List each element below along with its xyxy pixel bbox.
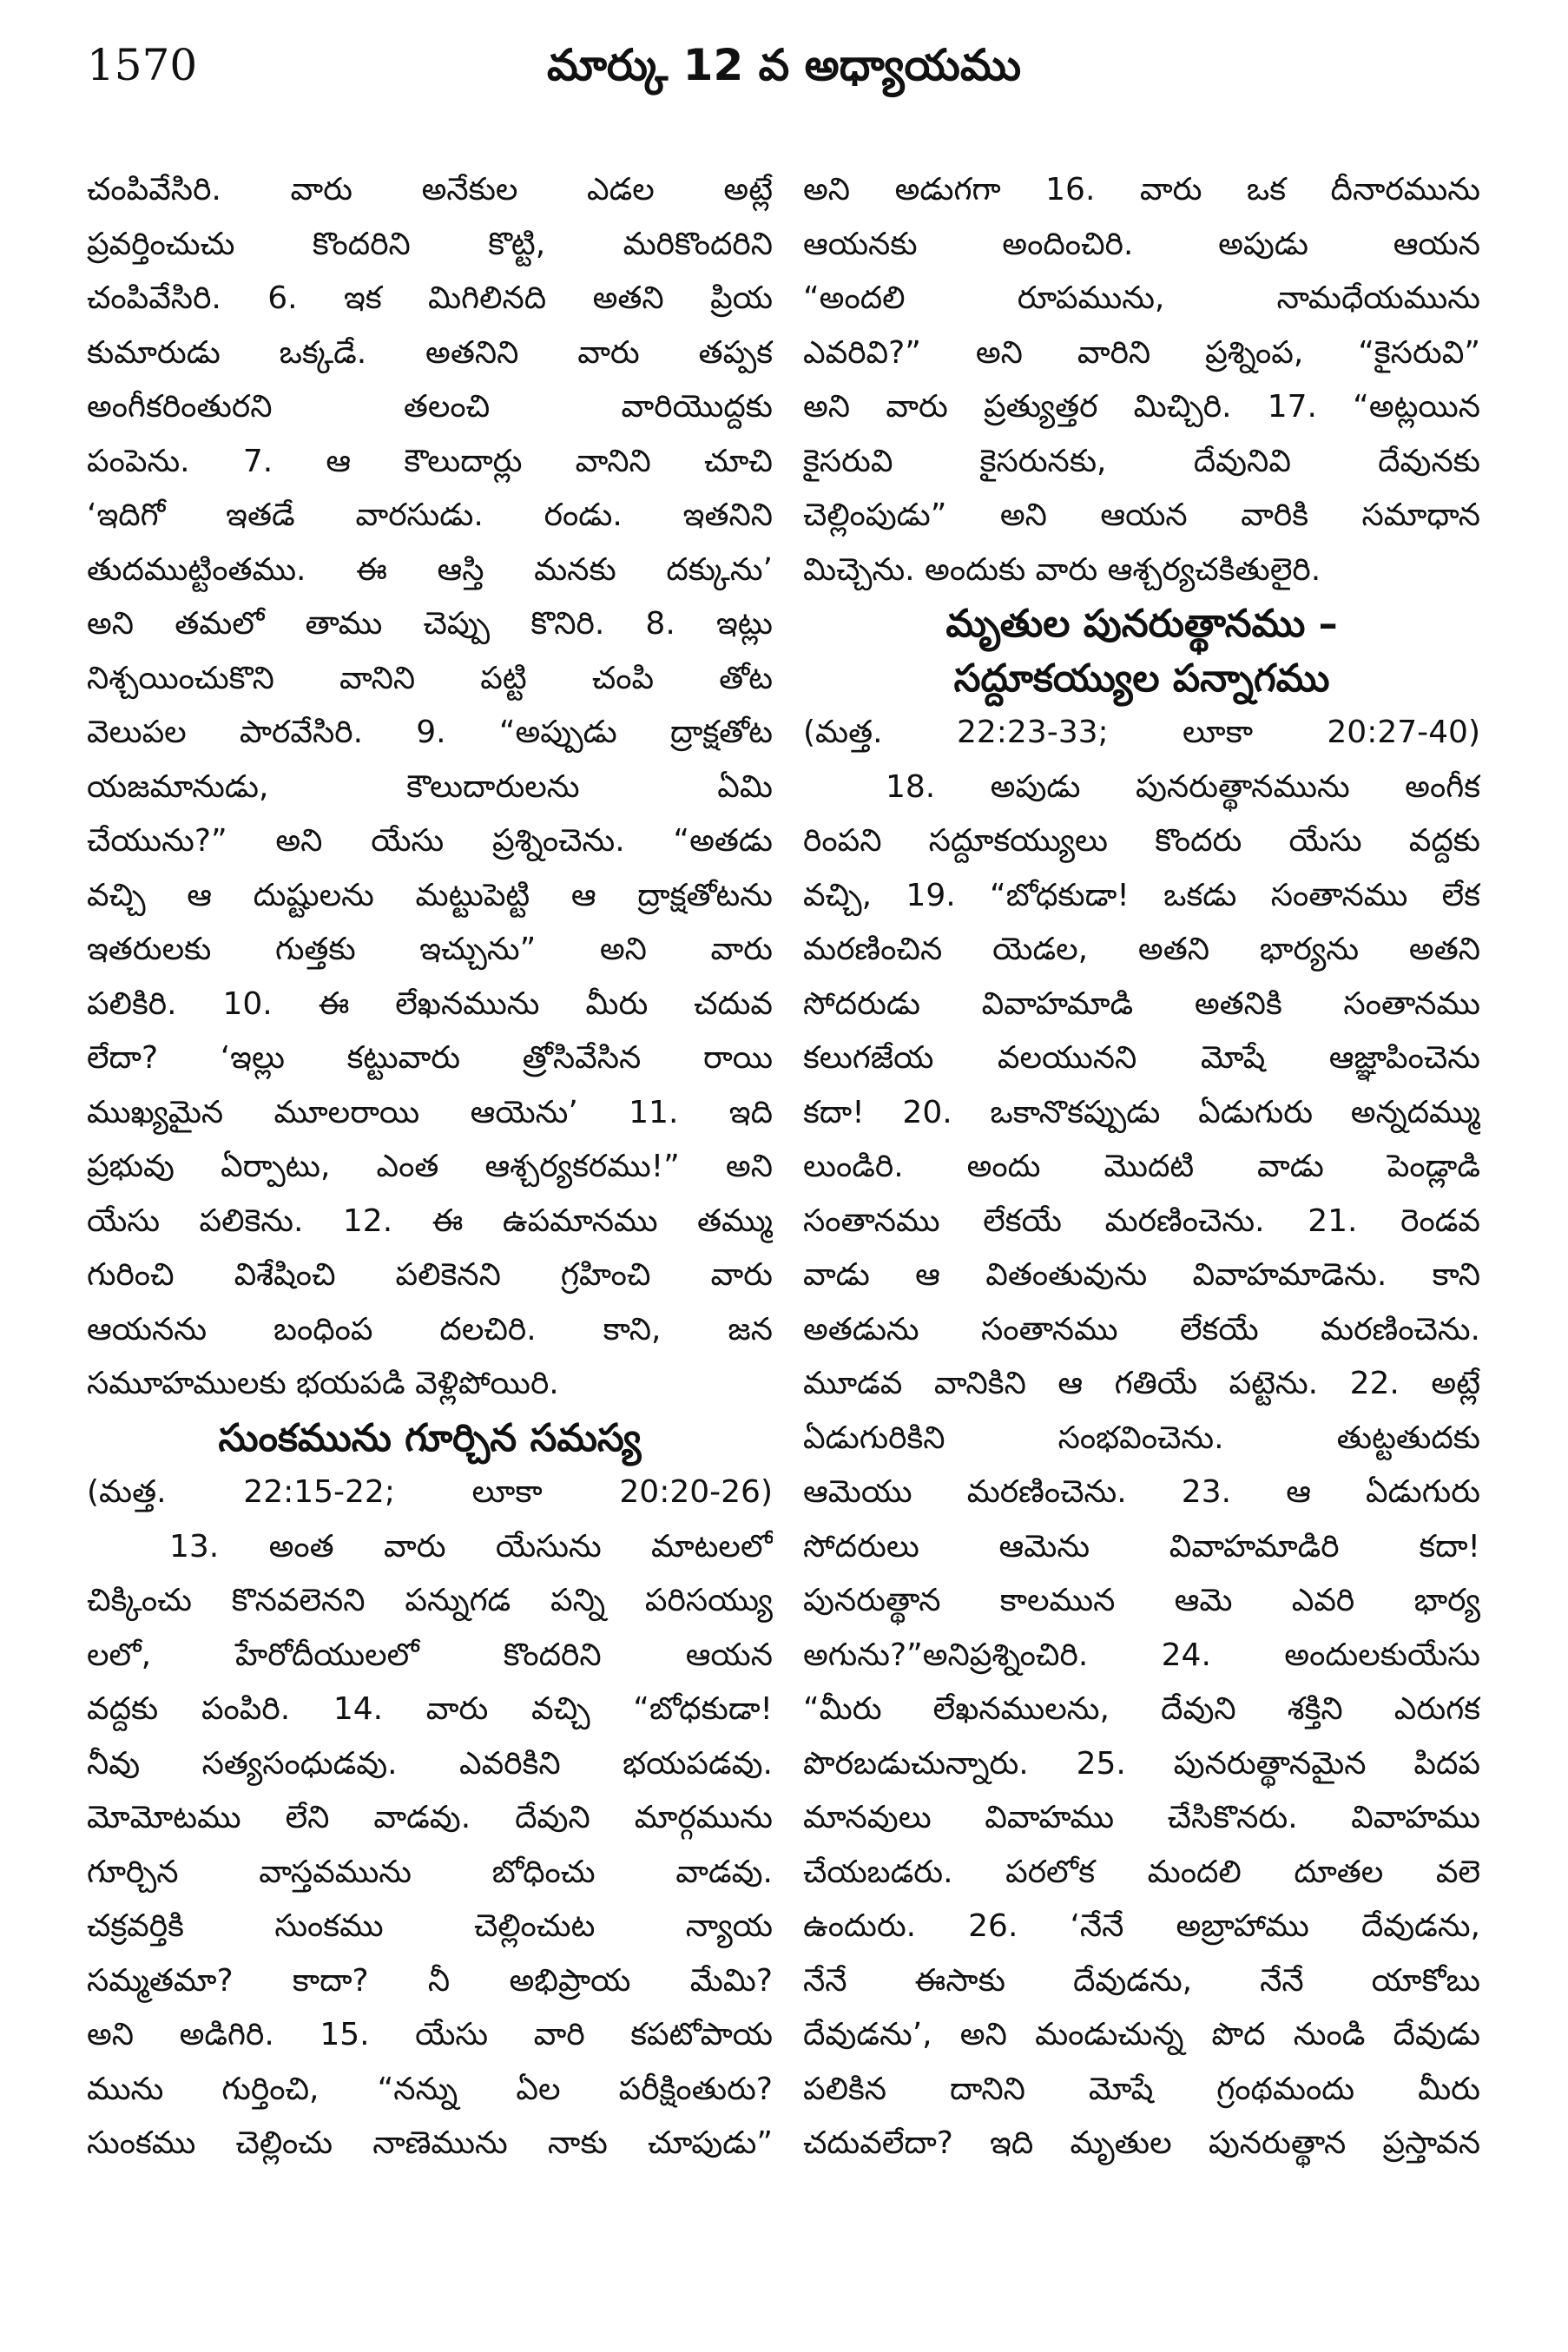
text-line: సోదరుడు వివాహమాడి అతనికి సంతానము	[803, 985, 1480, 1022]
text-line: సంతానము లేకయే మరణించెను. 21. రెండవ	[803, 1202, 1480, 1239]
section-heading: సద్దూకయ్యుల పన్నాగము	[953, 656, 1330, 701]
text-line: మును గుర్తించి, “నన్ను ఏల పరీక్షింతురు?	[87, 2071, 773, 2107]
text-line: పునరుత్థాన కాలమున ఆమె ఎవరి భార్య	[803, 1583, 1480, 1618]
text-line: ప్రభువు ఏర్పాటు, ఎంత ఆశ్చర్యకరము!” అని	[87, 1149, 773, 1184]
text-line: చక్రవర్తికి సుంకము చెల్లించుట న్యాయ	[87, 1908, 773, 1944]
text-line: చేయును?” అని యేసు ప్రశ్నించెను. “అతడు	[87, 823, 773, 859]
text-line: మోమోటము లేని వాడవు. దేవుని మార్గమును	[87, 1800, 773, 1835]
text-line: కైసరువి కైసరునకు, దేవునివి దేవునకు	[803, 443, 1480, 479]
text-line: ఎవరివి?” అని వారిని ప్రశ్నింప, “కైసరువి”	[803, 334, 1480, 371]
cross-reference: (మత్త. 22:15-22; లూకా 20:20-26)	[87, 1474, 773, 1510]
paragraph	[803, 761, 1480, 2171]
text-line: లుండిరి. అందు మొదటి వాడు పెండ్లాడి	[803, 1149, 1480, 1184]
text-line: 13. అంత వారు యేసును మాటలలో	[169, 1528, 773, 1565]
text-line: “మీరు లేఖనములను, దేవుని శక్తిని ఎరుగక	[803, 1691, 1480, 1727]
text-line: కలుగజేయ వలయునని మోషే ఆజ్ఞాపించెను	[803, 1040, 1480, 1076]
text-line: మరణించిన యెడల, అతని భార్యను అతని	[803, 932, 1480, 967]
right-column	[803, 163, 1480, 2171]
paragraph	[87, 163, 773, 1412]
text-line: ఉందురు. 26. ‘నేనే అబ్రాహాము దేవుడను,	[803, 1908, 1480, 1944]
text-line: ఆయనను బంధింప దలచిరి. కాని, జన	[87, 1311, 773, 1347]
text-line: ఆమెయు మరణించెను. 23. ఆ ఏడుగురు	[803, 1474, 1480, 1510]
text-line: పొరబడుచున్నారు. 25. పునరుత్థానమైన పిదప	[803, 1745, 1480, 1782]
text-line: 18. అపుడు పునరుత్థానమును అంగీక	[886, 768, 1480, 805]
text-line: అతడును సంతానము లేకయే మరణించెను.	[803, 1311, 1480, 1347]
text-line: చదువలేదా? ఇది మృతుల పునరుత్థాన ప్రస్తావన	[803, 2125, 1480, 2161]
text-line: లలో, హేరోదీయులలో కొందరిని ఆయన	[87, 1637, 773, 1673]
running-title: మార్కు 12 వ అధ్యాయము	[546, 40, 1022, 90]
text-line: చంపివేసిరి. 6. ఇక మిగిలినది అతని ప్రియ	[87, 280, 773, 316]
text-line: మిచ్చెను. అందుకు వారు ఆశ్చర్యచకితులైరి.	[803, 551, 1321, 588]
text-line: సమ్మతమా? కాదా? నీ అభిప్రాయ మేమి?	[87, 1962, 773, 1999]
text-line: పంపెను. 7. ఆ కౌలుదార్లు వానిని చూచి	[87, 443, 773, 479]
text-line: గురించి విశేషించి పలికెనని గ్రహించి వారు	[87, 1257, 773, 1293]
text-line: యేసు పలికెను. 12. ఈ ఉపమానము తమ్ము	[87, 1202, 773, 1239]
text-line: సోదరులు ఆమెను వివాహమాడిరి కదా!	[803, 1528, 1480, 1565]
text-line: చేయబడరు. పరలోక మందలి దూతల వలె	[803, 1854, 1480, 1890]
text-line: పలికిరి. 10. ఈ లేఖనమును మీరు చదువ	[87, 985, 773, 1022]
text-line: నీవు సత్యసంధుడవు. ఎవరికిని భయపడవు.	[87, 1745, 773, 1782]
text-line: లేదా? ‘ఇల్లు కట్టువారు త్రోసివేసిన రాయి	[87, 1040, 773, 1076]
text-line: “అందలి రూపమును, నామధేయమును	[803, 280, 1480, 316]
text-line: వాడు ఆ వితంతువును వివాహమాడెను. కాని	[803, 1257, 1480, 1293]
left-column	[87, 163, 773, 2171]
text-line: అని తమలో తాము చెప్పు కొనిరి. 8. ఇట్లు	[87, 606, 773, 642]
text-line: ప్రవర్తించుచు కొందరిని కొట్టి, మరికొందరిని	[87, 226, 773, 262]
text-line: వచ్చి ఆ దుష్టులను మట్టుపెట్టి ఆ ద్రాక్షతోటను	[87, 877, 773, 913]
section-heading: సుంకమును గూర్చిన సమస్య	[218, 1415, 642, 1460]
text-line: కదా! 20. ఒకానొకప్పుడు ఏడుగురు అన్నదమ్ము	[803, 1094, 1480, 1130]
text-line: రింపని సద్దూకయ్యులు కొందరు యేసు వద్దకు	[803, 823, 1480, 859]
text-line: ఆయనకు అందించిరి. అపుడు ఆయన	[803, 226, 1480, 262]
text-line: అని అడిగిరి. 15. యేసు వారి కపటోపాయ	[87, 2017, 773, 2052]
text-line: చెల్లింపుడు” అని ఆయన వారికి సమాధాన	[803, 497, 1480, 533]
text-line: ‘ఇదిగో ఇతడే వారసుడు. రండు. ఇతనిని	[87, 497, 773, 533]
text-line: నిశ్చయించుకొని వానిని పట్టి చంపి తోట	[87, 660, 773, 696]
page-header	[0, 35, 1568, 113]
text-line: అగును?”అనిప్రశ్నించిరి. 24. అందులకుయేసు	[803, 1637, 1480, 1673]
text-line: వెలుపల పారవేసిరి. 9. “అప్పుడు ద్రాక్షతోట	[87, 715, 773, 750]
paragraph	[87, 1520, 773, 2171]
text-line: దేవుడను’, అని మండుచున్న పొద నుండి దేవుడు	[803, 2017, 1480, 2052]
text-line: తుదముట్టింతము. ఈ ఆస్తి మనకు దక్కును’	[87, 551, 773, 588]
text-line: పలికిన దానిని మోషే గ్రంథమందు మీరు	[803, 2071, 1480, 2107]
cross-reference: (మత్త. 22:23-33; లూకా 20:27-40)	[803, 715, 1480, 750]
text-line: ఏడుగురికిని సంభవించెను. తుట్టతుదకు	[803, 1420, 1480, 1456]
text-line: చంపివేసిరి. వారు అనేకుల ఎడల అట్లే	[87, 172, 773, 208]
text-line: సుంకము చెల్లించు నాణెమును నాకు చూపుడు”	[87, 2125, 773, 2161]
text-line: యజమానుడు, కౌలుదారులను ఏమి	[87, 768, 773, 805]
text-line: అని అడుగగా 16. వారు ఒక దీనారమును	[803, 172, 1480, 208]
text-line: సమూహములకు భయపడి వెళ్లిపోయిరి.	[87, 1366, 559, 1401]
text-line: అని వారు ప్రత్యుత్తర మిచ్చిరి. 17. “అట్లయిన	[803, 389, 1480, 425]
text-line: మానవులు వివాహము చేసికొనరు. వివాహము	[803, 1800, 1480, 1835]
text-line: కుమారుడు ఒక్కడే. అతనిని వారు తప్పక	[87, 334, 773, 371]
text-line: ఇతరులకు గుత్తకు ఇచ్చును” అని వారు	[87, 932, 773, 967]
section-heading: మృతుల పునరుత్థానము –	[945, 602, 1338, 646]
text-line: గూర్చిన వాస్తవమును బోధించు వాడవు.	[87, 1854, 773, 1890]
text-line: వచ్చి, 19. “బోధకుడా! ఒకడు సంతానము లేక	[803, 877, 1480, 913]
page-number: 1570	[87, 40, 198, 90]
paragraph	[803, 163, 1480, 597]
text-line: ముఖ్యమైన మూలరాయి ఆయెను’ 11. ఇది	[87, 1094, 773, 1130]
text-line: మూడవ వానికిని ఆ గతియే పట్టెను. 22. అట్లే	[803, 1366, 1480, 1401]
text-line: అంగీకరింతురని తలంచి వారియొద్దకు	[87, 389, 773, 425]
text-line: వద్దకు పంపిరి. 14. వారు వచ్చి “బోధకుడా!	[87, 1691, 773, 1727]
text-line: చిక్కించు కొనవలెనని పన్నుగడ పన్ని పరిసయ్యు	[87, 1583, 773, 1618]
text-line: నేనే ఈసాకు దేవుడను, నేనే యాకోబు	[803, 1962, 1480, 1999]
